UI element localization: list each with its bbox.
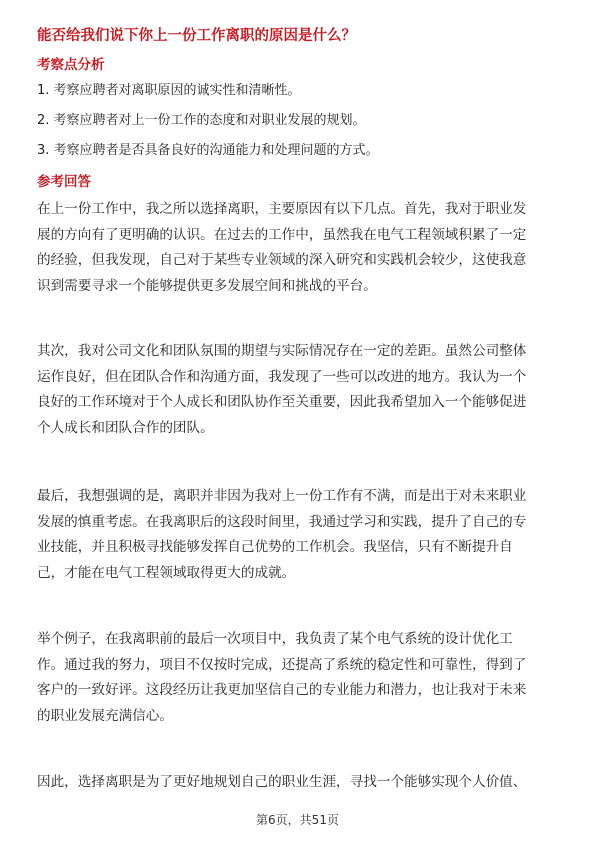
answer-paragraph-4 xyxy=(37,627,559,729)
paragraph-line: 因此，选择离职是为了更好地规划自己的职业生涯，寻找一个能够实现个人价值、 xyxy=(37,774,527,790)
paragraph-line: 举个例子，在我离职前的最后一次项目中，我负责了某个电气系统的设计优化工 xyxy=(37,631,513,647)
answer-paragraph-3 xyxy=(37,484,559,586)
paragraph-line: 其次，我对公司文化和团队氛围的期望与实际情况存在一定的差距。虽然公司整体 xyxy=(37,343,527,359)
answer-paragraph-2 xyxy=(37,339,559,441)
paragraph-line: 的职业发展充满信心。 xyxy=(37,707,173,724)
paragraph-line: 良好的工作环境对于个人成长和团队协作至关重要，因此我希望加入一个能够促进 xyxy=(37,394,527,411)
paragraph-line: 识到需要寻求一个能够提供更多发展空间和挑战的平台。 xyxy=(37,277,377,294)
paragraph-line: 个人成长和团队合作的团队。 xyxy=(37,419,214,436)
answer-title: 参考回答 xyxy=(37,174,91,190)
answer-paragraph-5 xyxy=(37,770,559,796)
question-heading: 能否给我们说下你上一份工作离职的原因是什么？ xyxy=(37,28,356,44)
paragraph-line: 作。通过我的努力，项目不仅按时完成，还提高了系统的稳定性和可靠性，得到了 xyxy=(37,656,527,673)
analysis-title: 考察点分析 xyxy=(37,57,105,73)
paragraph-line: 客户的一致好评。这段经历让我更加坚信自己的专业能力和潜力，也让我对于未来 xyxy=(37,682,527,699)
answer-paragraph-1 xyxy=(37,197,559,299)
paragraph-line: 的经验，但我发现，自己对于某些专业领域的深入研究和实践机会较少，这使我意 xyxy=(37,252,527,269)
paragraph-line: 发展的慎重考虑。在我离职后的这段时间里，我通过学习和实践，提升了自己的专 xyxy=(37,513,527,530)
paragraph-line: 在上一份工作中，我之所以选择离职，主要原因有以下几点。首先，我对于职业发 xyxy=(37,201,527,217)
paragraph-line: 展的方向有了更明确的认识。在过去的工作中，虽然我在电气工程领域积累了一定 xyxy=(37,226,527,243)
paragraph-line: 最后，我想强调的是，离职并非因为我对上一份工作有不满，而是出于对未来职业 xyxy=(37,488,527,504)
paragraph-line: 运作良好，但在团队合作和沟通方面，我发现了一些可以改进的地方。我认为一个 xyxy=(37,368,527,385)
analysis-point: 1. 考察应聘者对离职原因的诚实性和清晰性。 xyxy=(37,83,301,98)
paragraph-line: 己，才能在电气工程领域取得更大的成就。 xyxy=(37,564,296,581)
paragraph-line: 业技能，并且积极寻找能够发挥自己优势的工作机会。我坚信，只有不断提升自 xyxy=(37,539,513,556)
analysis-point: 2. 考察应聘者对上一份工作的态度和对职业发展的规划。 xyxy=(37,113,366,128)
analysis-point: 3. 考察应聘者是否具备良好的沟通能力和处理问题的方式。 xyxy=(37,143,379,158)
page-number-footer: 第6页，共51页 xyxy=(256,813,339,827)
